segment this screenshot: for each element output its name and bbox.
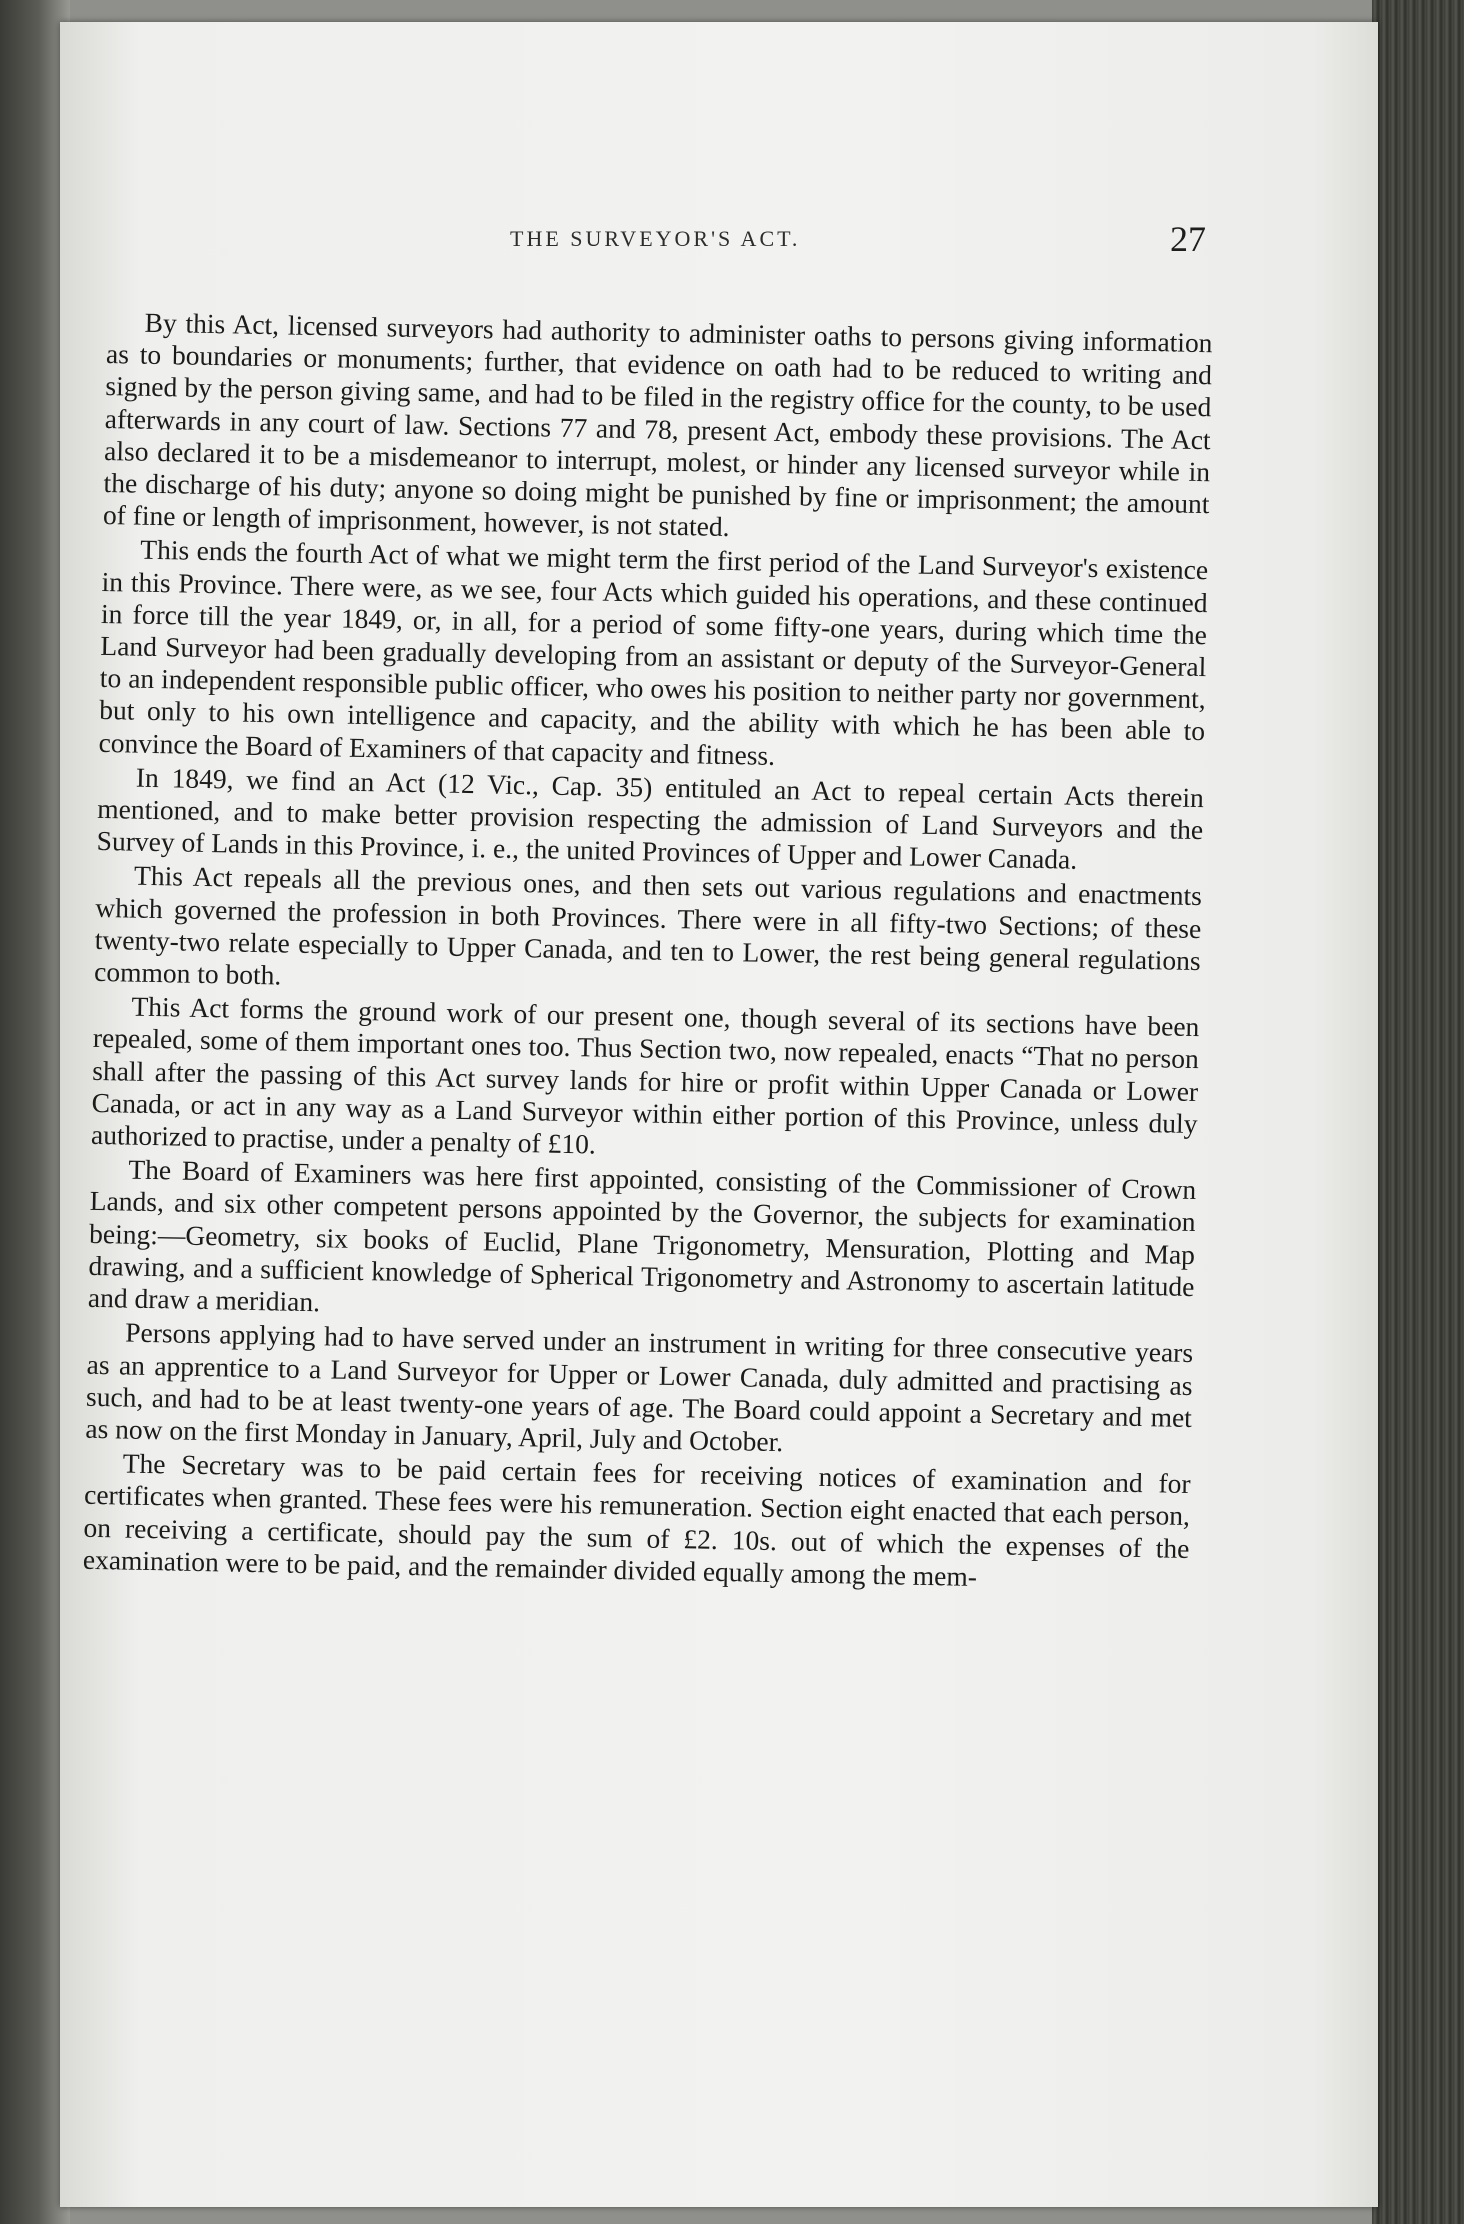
body-text <box>83 306 1213 1599</box>
running-header <box>60 219 1378 262</box>
book-page-edges <box>1372 0 1464 2224</box>
running-title: THE SURVEYOR'S ACT. <box>510 226 801 251</box>
paragraph: By this Act, licensed surveyors had authority to administer oaths to persons giving information as to boundaries or monuments; further, that evidence on oath had to be reduced to writing and signed by the person giving same, and had to be filed in the registry office for the county, to be used afterwards in any court of law. Sections 77 and 78, present Act, embody these provisions. The Act also declared it to be a misdemeanor to interrupt, molest, or hinder any licensed surveyor while in the discharge of his duty; anyone so doing might be punished by fine or imprisonment; the amount of fine or length of imprisonment, however, is not stated. <box>102 306 1213 543</box>
paragraph: This Act forms the ground work of our present one, though several of its sections have been repealed, some of them important ones too. Thus Section two, now repealed, enacts “That no person shall after the passing of this Act survey lands for hire or profit within Upper Canada or Lower Canada, or act in any way as a Land Surveyor within either portion of this Province, unless duly authorized to practise, under a penalty of £10. <box>90 990 1200 1160</box>
paragraph: The Board of Examiners was here first appointed, consisting of the Commissioner of Crown Lands, and six other competent persons appointed by the Governor, the subjects for examination being:—Geometry, six books of Euclid, Plane Trigonometry, Mensuration, Plotting and Map drawing, and a sufficient knowledge of Spherical Trigonometry and Astronomy to ascertain latitude and draw a meridian. <box>87 1153 1197 1318</box>
paragraph: The Secretary was to be paid certain fees for receiving notices of examination and for certificates when granted. These fees were his remuneration. Section eight enacted that each person, on receiving a certificate, should pay the sum of £2. 10s. out of which the expenses of the examination were to be paid, and the remainder divided equally among the mem- <box>82 1447 1191 1592</box>
book-page <box>60 22 1378 2207</box>
paragraph: This Act repeals all the previous ones, and then sets out various regulations and enactments which governed the profession in both Provinces. There were in all fifty-two Sections; of these twenty-two relate especially to Upper Canada, and ten to Lower, the rest being general regulations common to both. <box>93 860 1203 991</box>
paragraph: Persons applying had to have served under an instrument in writing for three consecutive years as an apprentice to a Land Surveyor for Upper or Lower Canada, duly admitted and practising as such, and had to be at least twenty-one years of age. The Board could appoint a Secretary and met as now on the first Monday in January, April, July and October. <box>85 1316 1194 1458</box>
paragraph: In 1849, we find an Act (12 Vic., Cap. 35) entituled an Act to repeal certain Acts therein mentioned, and to make better provision respecting the admission of Land Surveyors and the Survey of Lands in this Province, i. e., the united Provinces of Upper and Lower Canada. <box>96 761 1205 875</box>
page-number: 27 <box>1170 219 1206 259</box>
paragraph: This ends the fourth Act of what we might term the first period of the Land Surveyor's existence in this Province. There were, as we see, four Acts which guided his operations, and these continued in force till the year 1849, or, in all, for a period of some fifty-one years, during which time the Land Surveyor had been gradually developing from an assistant or deputy of the Surveyor-General to an independent responsible public officer, who owes his position to neither party nor government, but only to his own intelligence and capacity, and the ability with which he has been able to convince the Board of Examiners of that capacity and fitness. <box>98 534 1209 771</box>
